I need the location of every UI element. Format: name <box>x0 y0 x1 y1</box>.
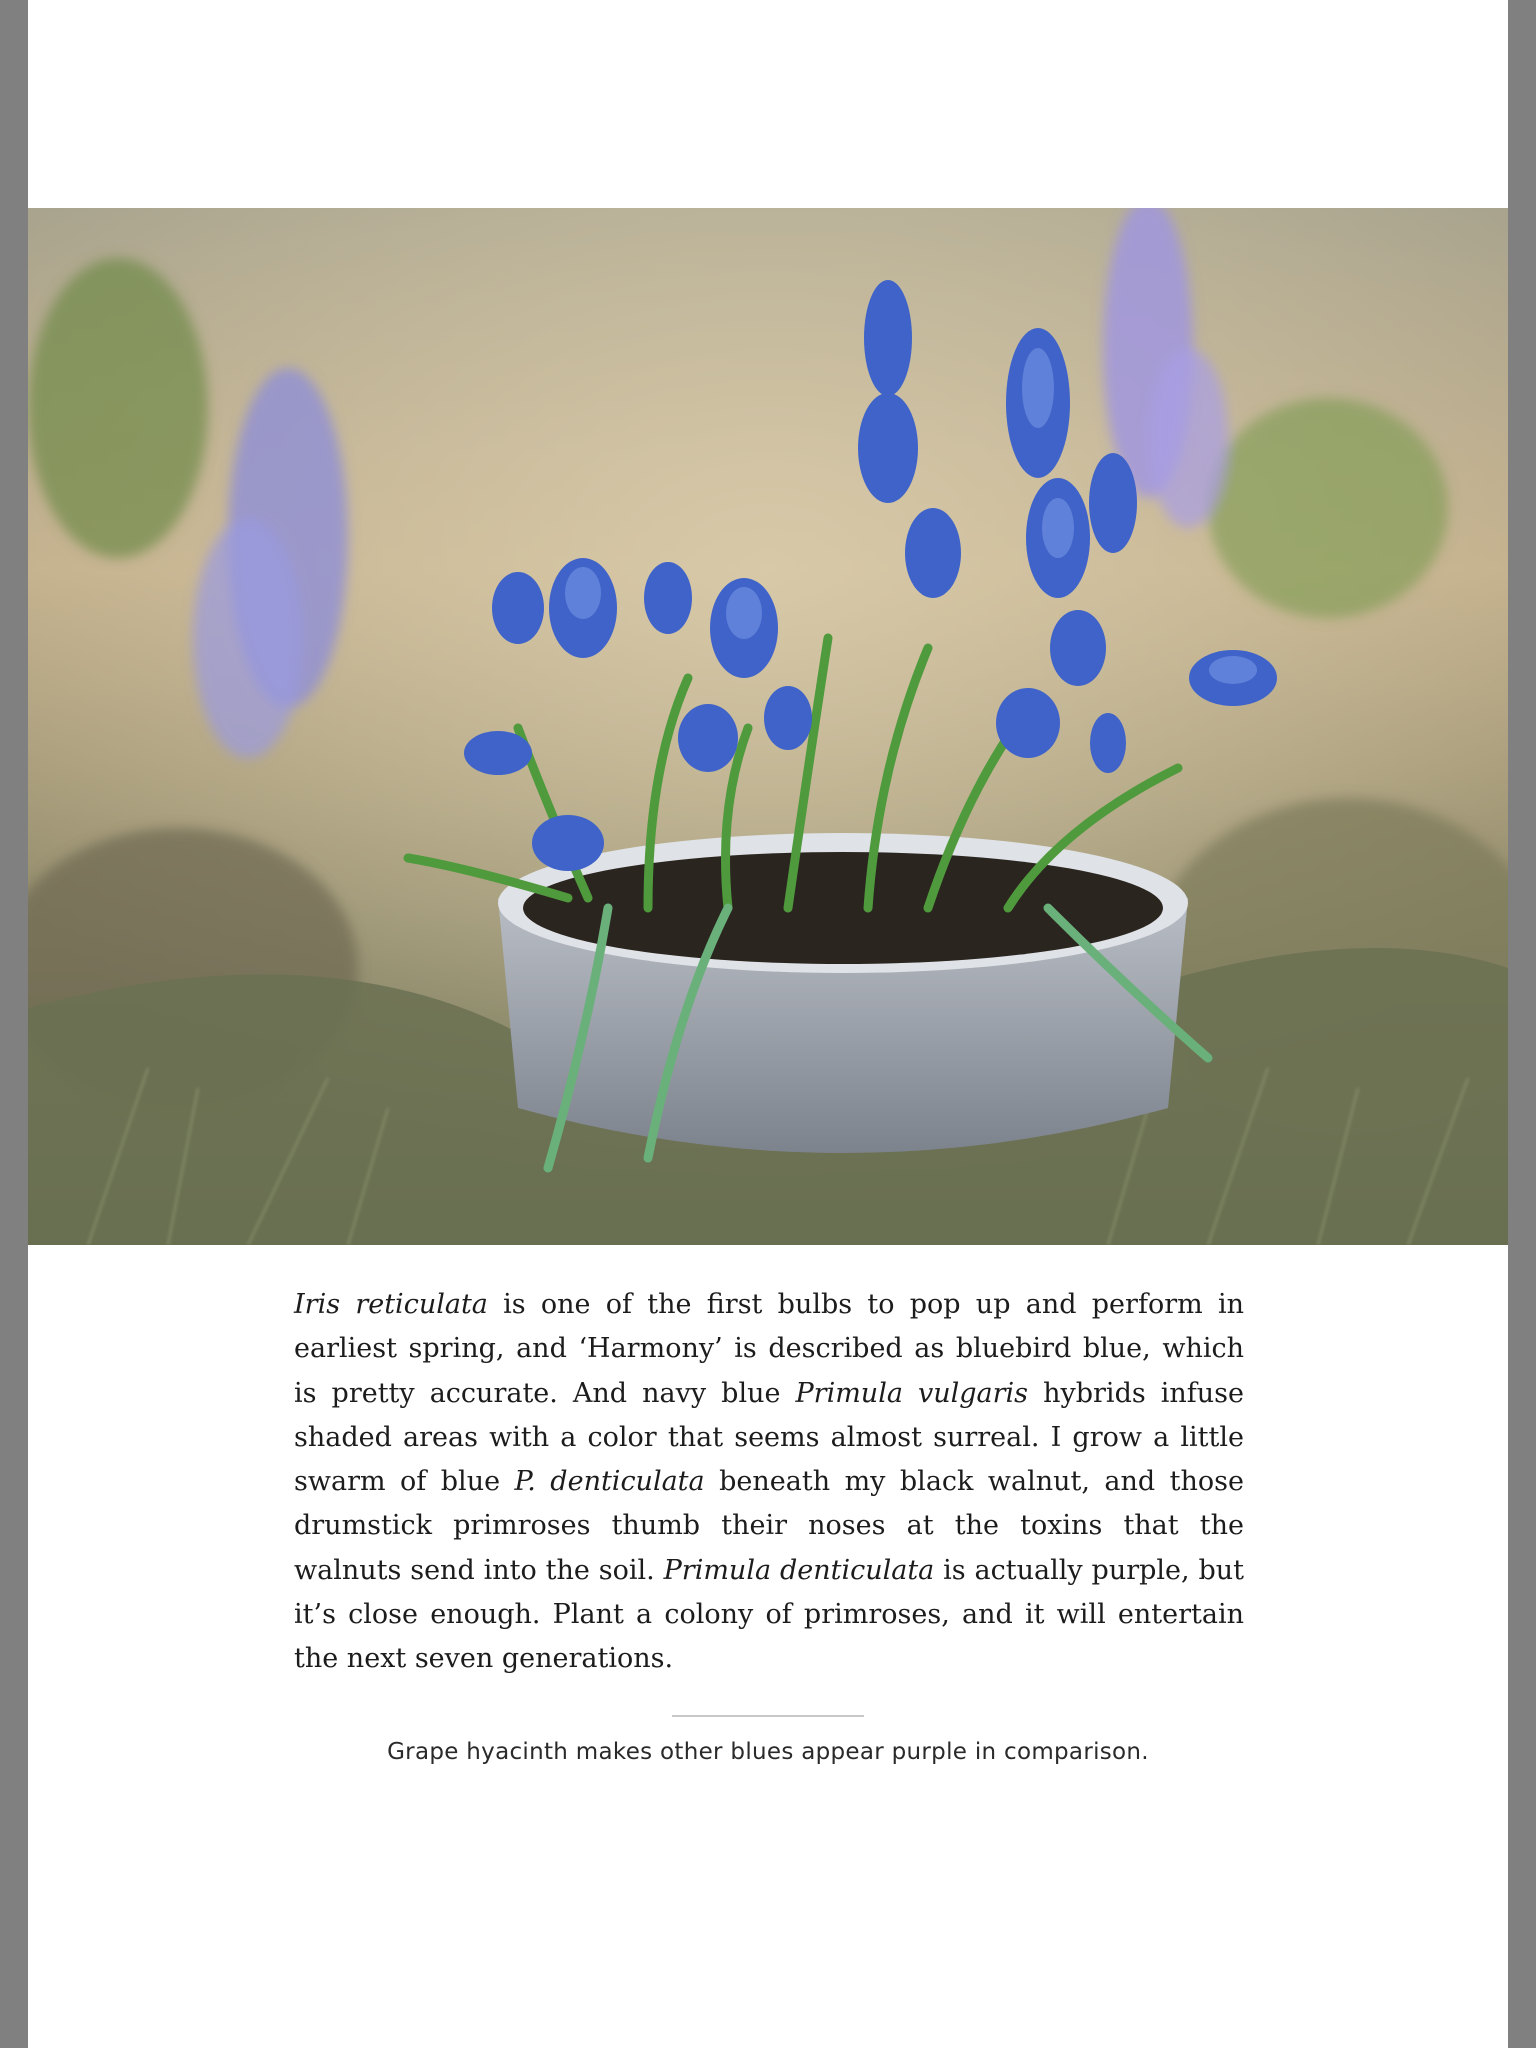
caption-divider <box>672 1715 864 1717</box>
body-italic-iris: Iris reticulata <box>294 1289 488 1320</box>
book-page <box>28 0 1508 2048</box>
body-text-3: beneath my black walnut, and those drumstick primroses thumb their noses at the toxins that the walnuts send into the soil. <box>294 1466 1244 1586</box>
body-italic-p-denticulata: P. denticulata <box>514 1466 705 1498</box>
photo-caption: Grape hyacinth makes other blues appear purple in comparison. <box>387 1739 1149 1765</box>
body-text-4: is actually purple, but it’s close enough. Plant a colony of primroses, and it will entertain the next seven generations. <box>294 1554 1245 1675</box>
body-text-1: is one of the first bulbs to pop up and perform in earliest spring, and ‘Harmony’ is described as bluebird blue, which is pretty accurate. And navy blue <box>294 1289 1244 1409</box>
body-text-2: hybrids infuse shaded areas with a color that seems almost surreal. I grow a little swarm of blue <box>294 1377 1244 1498</box>
body-paragraph <box>294 1283 1244 1682</box>
grape-hyacinth-photo <box>28 208 1508 1245</box>
body-italic-primula-denticulata: Primula denticulata <box>663 1554 935 1586</box>
body-italic-primula-vulgaris: Primula vulgaris <box>795 1377 1029 1409</box>
